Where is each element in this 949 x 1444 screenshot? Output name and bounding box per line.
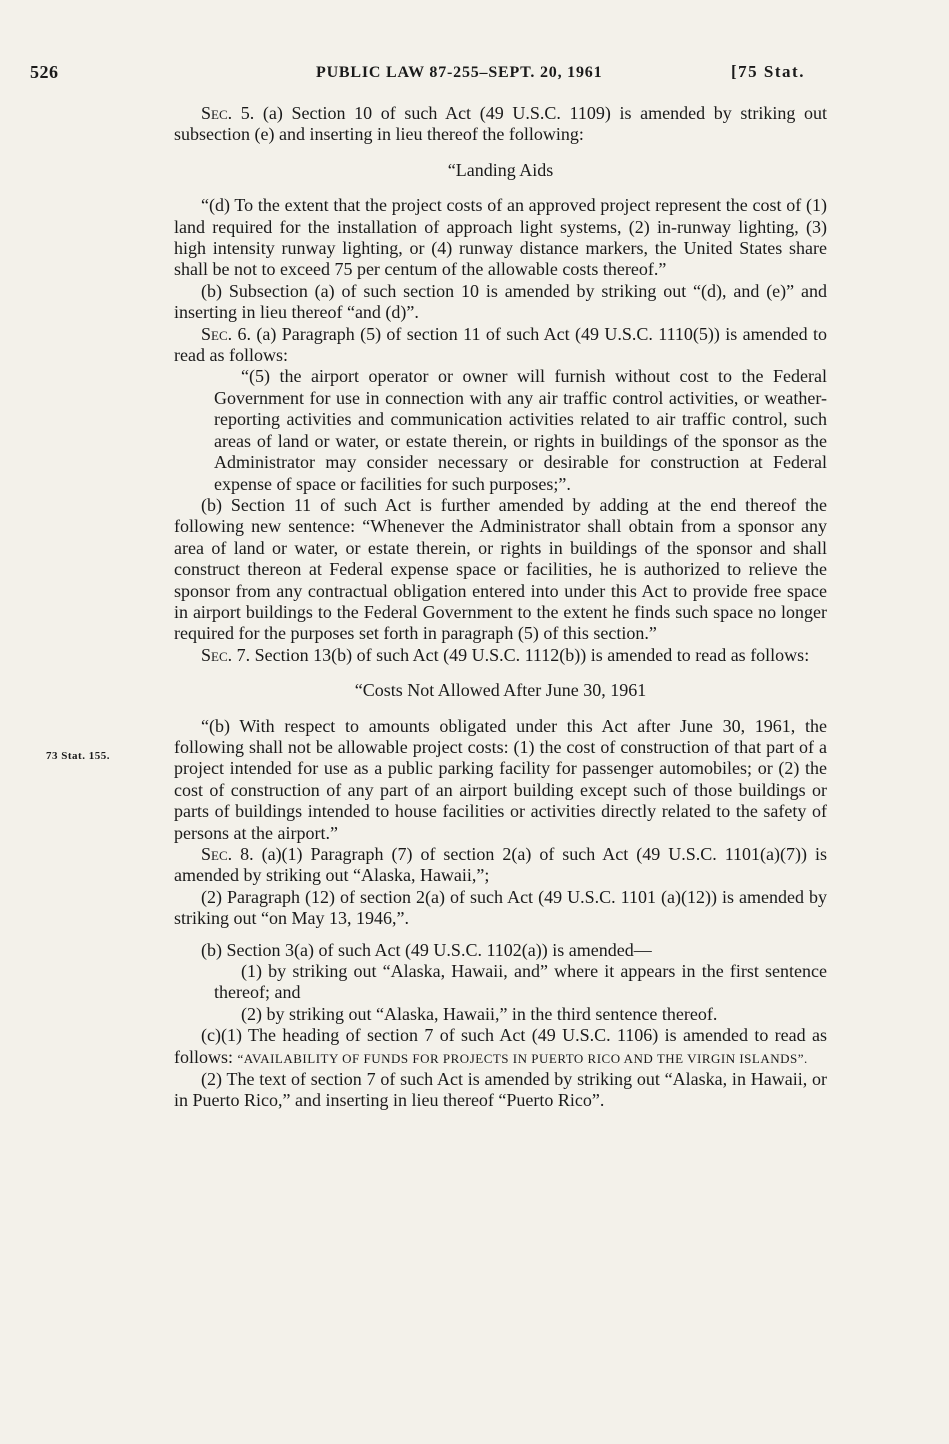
new-heading-caps: “AVAILABILITY OF FUNDS FOR PROJECTS IN PUERTO RICO AND THE VIRGIN ISLANDS”. xyxy=(237,1050,808,1066)
section-8b2: (2) by striking out “Alaska, Hawaii,” in the third sentence thereof. xyxy=(241,1003,718,1024)
margin-note: 73 Stat. 155. xyxy=(46,750,110,762)
paragraph-b: “(b) With respect to amounts obligated under this Act after June 30, 1961, the following shall not be allowable project costs: (1) the cost of construction of that part of a project intended for use as a public parking facility for passenger automobiles; or (2) the cost of construction of any part of an airport building except such of those buildings or parts of buildings intended to house facilities or activities directly related to the safety of persons at the airport.” xyxy=(174,715,827,843)
sec-label: Sec xyxy=(201,644,228,665)
document-body xyxy=(174,103,827,1112)
quote-paragraph-5: “(5) the airport operator or owner will furnish without cost to the Federal Government for use in connection with any air traffic control activities, or weather-reporting activities and communication activities related to air traffic control, such areas of land or water, or estate therein, or rights in buildings of the sponsor as the Administrator may consider necessary or desirable for construction at Federal expense of space or facilities for such purposes;”. xyxy=(214,366,827,494)
section-6a: Sec. 6. (a) Paragraph (5) of section 11 of such Act (49 U.S.C. 1110(5)) is amended to read as follows: xyxy=(174,323,827,366)
section-8a2: (2) Paragraph (12) of section 2(a) of such Act (49 U.S.C. 1101 (a)(12)) is amended by striking out “on May 13, 1946,”. xyxy=(174,886,827,929)
paragraph-d: “(d) To the extent that the project costs of an approved project represent the cost of (1) land required for the installation of approach light systems, (2) in-runway lighting, (3) high intensity runway lighting, or (4) runway distance markers, the United States share shall be not to exceed 75 per centum of the allowable costs thereof.” xyxy=(174,195,827,280)
page-number: 526 xyxy=(30,62,59,82)
heading-costs-not-allowed: “Costs Not Allowed After June 30, 1961 xyxy=(354,680,647,701)
section-8a1: Sec. 8. (a)(1) Paragraph (7) of section 2(a) of such Act (49 U.S.C. 1101(a)(7)) is amended by striking out “Alaska, Hawaii,”; xyxy=(174,844,827,886)
section-8b1: (1) by striking out “Alaska, Hawaii, and” where it appears in the first sentence thereof; and xyxy=(214,961,827,1003)
heading-landing-aids: “Landing Aids xyxy=(447,159,554,180)
section-8c1: (c)(1) The heading of section 7 of such Act (49 U.S.C. 1106) is amended to read as follows: “AVAILABILITY OF FUNDS FOR PROJECTS IN PUERTO RICO AND THE VIRGIN ISLANDS”. xyxy=(174,1025,827,1067)
section-6b: (b) Section 11 of such Act is further amended by adding at the end thereof the following new sentence: “Whenever the Administrator shall obtain from a sponsor any area of land or water, or estate therein, or rights in buildings of the sponsor and shall construct thereon at Federal expense space or facilities, he is authorized to relieve the sponsor from any contractual obligation entered into under this Act to provide free space in airport buildings to the Federal Government to the extent he finds such space no longer required for the purposes set forth in paragraph (5) of this section.” xyxy=(174,494,827,644)
statute-reference: [75 Stat. xyxy=(731,62,805,81)
section-8c2: (2) The text of section 7 of such Act is amended by striking out “Alaska, in Hawaii, or in Puerto Rico,” and inserting in lieu thereof “Puerto Rico”. xyxy=(174,1069,827,1111)
section-8b: (b) Section 3(a) of such Act (49 U.S.C. 1102(a)) is amended— xyxy=(201,939,652,960)
section-5b: (b) Subsection (a) of such section 10 is amended by striking out “(d), and (e)” and inserting in lieu thereof “and (d)”. xyxy=(174,280,827,323)
sec-label: Sec xyxy=(201,844,228,864)
section-7: Sec. 7. Section 13(b) of such Act (49 U.S.C. 1112(b)) is amended to read as follows: xyxy=(201,644,810,665)
section-5a: Sec. 5. (a) Section 10 of such Act (49 U.S.C. 1109) is amended by striking out subsection (e) and inserting in lieu thereof the following: xyxy=(174,103,827,145)
running-header-title: PUBLIC LAW 87-255–SEPT. 20, 1961 xyxy=(316,64,603,81)
sec-label: Sec xyxy=(201,323,228,344)
sec-label: Sec xyxy=(201,103,228,123)
